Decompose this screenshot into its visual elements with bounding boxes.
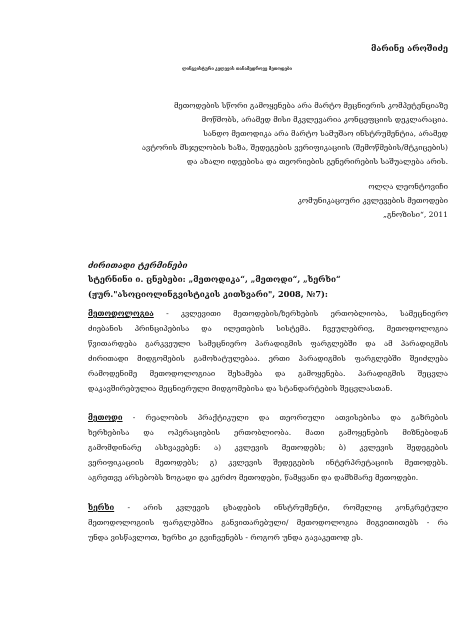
paragraph-line: ხერხი - არის კვლევის ცხადების ინსტრუმენტი, რომელიც კონკრეტული <box>88 503 448 512</box>
epigraph-line: ავტორის მსჯელობის ხაზა, შედეგების ვერიფიკაციის (შემოწმების/მტკიცების) <box>141 143 448 152</box>
epigraph-line: და ახალი იდეებისა და თეორიების გენერირების საშუალება არის. <box>186 157 448 166</box>
paragraph-line: მეთოდი - რეალობის პრაქტიკული და თეორიული ათვისებისა და გაზრების <box>88 413 448 422</box>
epigraph-attribution-author: ოლღა ლეონტოვიჩი <box>368 182 448 191</box>
paragraph-line: უნდა ვისწავლოთ, ხერხი კი გვიჩვენებს - როგორ უნდა გავაკეთოდ ეს. <box>88 533 364 542</box>
epigraph-attribution-publisher: „გნოზისი“, 2011 <box>383 210 448 219</box>
paragraph-line: მეთოდოლოგია - კვლევითი მეთოდების/ხერხების ერთობლიობა, სამეცნიერო <box>88 309 448 318</box>
paragraph-line: აგრეთვე არსებობს ზოგადი და კერძო მეთოდები, წამყვანი და დამხმარე მეთოდები. <box>88 473 419 482</box>
definition-term: მეთოდოლოგია <box>88 309 154 318</box>
source-line: სტერნინი ი. ცნებები: „მეთოდიკა“, „მეთოდი“, „ხერხი“ <box>88 274 341 284</box>
paragraph-line: ვერიფიკაციის მეთოდებს; გ) კვლევის შედეგების ინტერპრეტაციის მეთოდებს. <box>88 458 448 467</box>
paragraph-line: გამომდინარე ასხვავებენ: ა) კვლევის მეთოდებს; ბ) კვლევის შედეგების <box>88 443 448 452</box>
paragraph-line: ძიებანის პრინციპებისა და ილეთების სისტემა. ჩვეულებრივ, მეთოდოლოგია <box>88 324 448 333</box>
epigraph-line: მეთოდების სწორი გამოყენება არა მარტო მეცნიერის კომპეტენციაზე <box>173 101 448 110</box>
paragraph-line: წვითარდება გარკვეული სამეცნიერო პარადიგმის ფარგლებში და ამ პარადიგმის <box>88 339 448 348</box>
paragraph-line: რამოდენიმე მეთოდოლოგიაი შეხამება და გამოყენება. პარადიგმის შეცვლა <box>88 369 448 378</box>
paragraph-line: ხერხებისა და ოპერაციების ერთობლიობა. მათი გამოყენების მიზნებიდან <box>88 428 448 437</box>
document-title: ლინგვისტური კვლევის თანამედროვე მეთოდები <box>182 66 292 71</box>
definition-term: მეთოდი <box>88 413 123 422</box>
source-line: (ჟურ."ასოციოლინგვისტიკის კითხვარი", 2008, №7): <box>88 289 328 299</box>
paragraph-line: ძირითადი მიდგომების გამოხატულებაა. ერთი პარადიგმის ფარგლებში შეიძლება <box>88 354 448 363</box>
paragraph-line: დაკავშირებულია მეცნიერული მიდგომებისა და სტანდარტების შეცვლასთან. <box>88 384 393 393</box>
epigraph-line: მოწმობს, არამედ მისი მკვლევარია კონცეფციის დეკლარაცია. <box>201 115 448 124</box>
epigraph-line: სანდო მეთოდიკა არა მარტო სამუშაო ინსტრუმენტია, არამედ <box>203 129 448 138</box>
section-title: ძირითადი ტერმინები <box>88 260 188 270</box>
author-name: მარინე აროშიძე <box>370 43 448 53</box>
paragraph-line: მეთოდოლოგიის ფარგლებშია განვითარებული/ მეთოდოლოგია მიგვითითებს - რა <box>88 518 448 527</box>
definition-term: ხერხი <box>88 503 115 512</box>
epigraph-attribution-work: კომუნიკაციური კვლევების მეთოდები <box>297 196 448 205</box>
